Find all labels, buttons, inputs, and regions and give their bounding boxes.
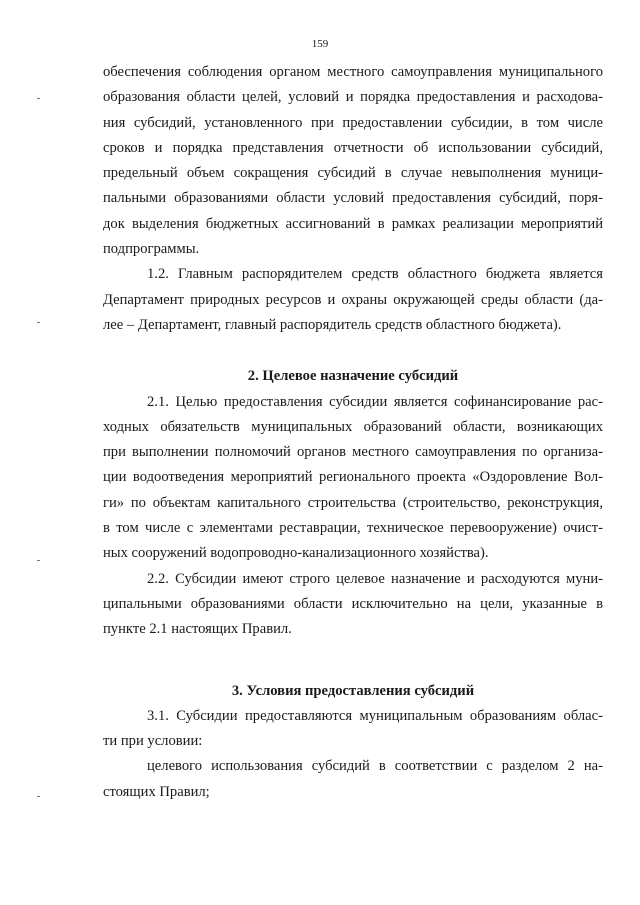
page-number: 159	[311, 38, 329, 50]
text-line: ги» по объектам капитального строительства (строительство, реконструкция,	[103, 494, 603, 511]
text-line: Департамент природных ресурсов и охраны окружающей среды области (да-	[103, 291, 603, 308]
text-line: 1.2. Главным распорядителем средств областного бюджета является	[147, 266, 603, 283]
text-line: ходных обязательств муниципальных образований области, возникающих	[103, 418, 603, 435]
text-line: стоящих Правил;	[103, 783, 210, 800]
text-line: подпрограммы.	[103, 241, 200, 258]
text-line: 2.1. Целью предоставления субсидии является софинансирование рас-	[147, 393, 603, 410]
text-line: предельный объем сокращения субсидий в случае невыполнения муници-	[103, 165, 603, 182]
section-heading-2: 2. Целевое назначение субсидий	[247, 368, 459, 385]
text-line: ти при условии:	[103, 733, 203, 750]
text-line: сроков и порядка представления отчетности об использовании субсидий,	[103, 139, 603, 156]
margin-mark	[37, 98, 40, 99]
paragraph-continuation	[103, 60, 603, 262]
paragraph-2-2	[103, 567, 603, 643]
text-line: лее – Департамент, главный распорядитель средств областного бюджета).	[103, 316, 562, 333]
text-line: целевого использования субсидий в соответствии с разделом 2 на-	[147, 758, 603, 775]
text-line: при выполнении полномочий органов местного самоуправления по организа-	[103, 444, 603, 461]
text-line: 2.2. Субсидии имеют строго целевое назначение и расходуются муни-	[147, 570, 603, 587]
text-line: ных сооружений водопроводно-канализационного хозяйства).	[103, 545, 489, 562]
paragraph-2-1	[103, 390, 603, 567]
section-heading-3: 3. Условия предоставления субсидий	[231, 682, 475, 699]
text-line: пальными образованиями области условий предоставления субсидий, поря-	[103, 190, 603, 207]
text-line: 3.1. Субсидии предоставляются муниципальным образованиям облас-	[147, 707, 603, 724]
paragraph-3-1	[103, 704, 603, 755]
document-body	[103, 60, 603, 805]
text-line: в том числе с элементами реставрации, техническое перевооружение) очист-	[103, 520, 603, 537]
text-line: ния субсидий, установленного при предоставлении субсидии, в том числе	[103, 114, 603, 131]
paragraph-1-2	[103, 262, 603, 338]
text-line: пункте 2.1 настоящих Правил.	[103, 621, 292, 638]
margin-mark	[37, 796, 40, 797]
paragraph-condition	[103, 754, 603, 805]
text-line: обеспечения соблюдения органом местного самоуправления муниципального	[103, 64, 603, 80]
text-line: док выделения бюджетных ассигнований в рамках реализации мероприятий	[103, 215, 603, 232]
margin-mark	[37, 322, 40, 323]
text-line: ции водоотведения мероприятий регионального проекта «Оздоровление Вол-	[103, 469, 603, 486]
margin-mark	[37, 560, 40, 561]
text-line: образования области целей, условий и порядка предоставления и расходова-	[103, 89, 603, 106]
text-line: ципальными образованиями области исключительно на цели, указанные в	[103, 595, 603, 612]
